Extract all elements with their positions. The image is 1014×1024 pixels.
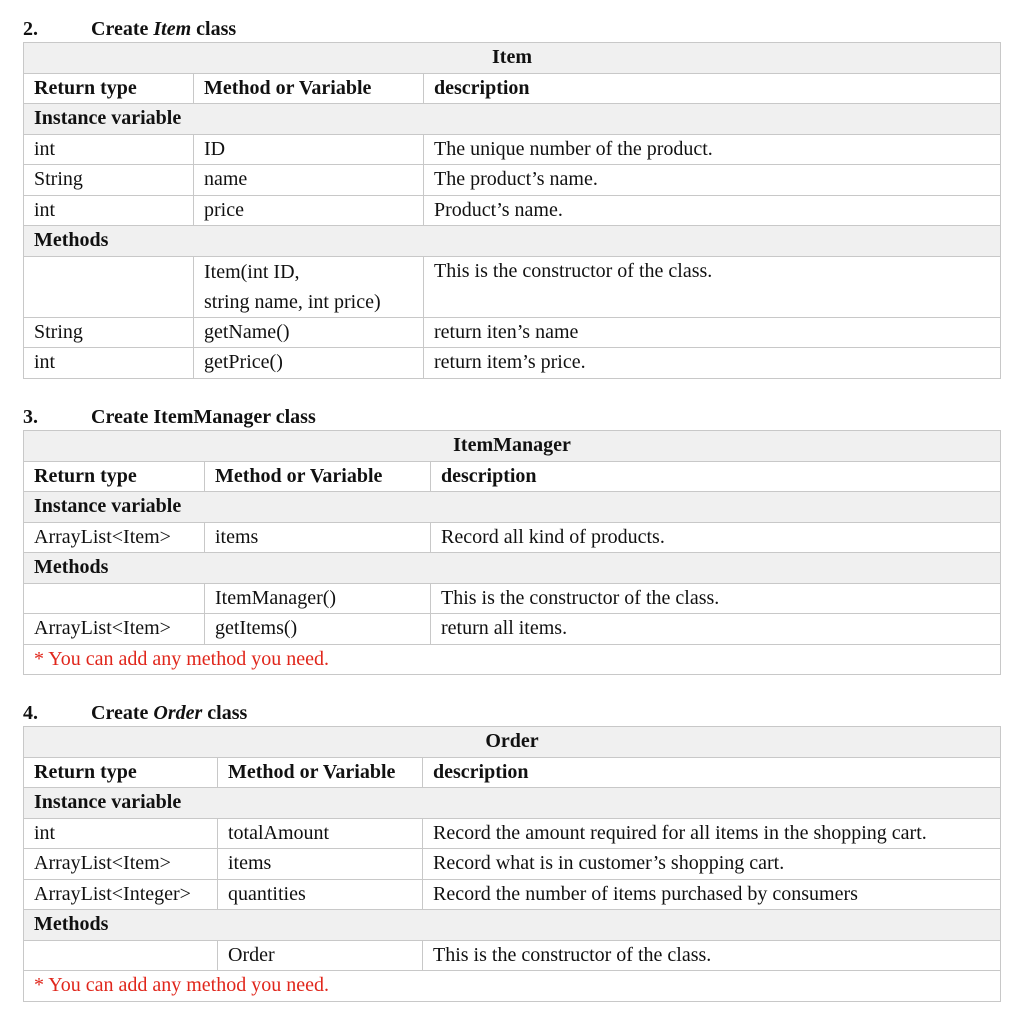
member-name-cell: ID [194,134,424,165]
section-item-manager [23,404,1000,675]
section-heading [23,404,1000,430]
member-name-cell: Order [218,940,423,971]
description-cell: This is the constructor of the class. [431,583,1001,614]
table-row [24,317,1001,348]
description-cell: This is the constructor of the class. [424,256,1001,317]
description-cell: Record the number of items purchased by consumers [423,879,1001,910]
table-header-row [24,73,1001,104]
description-cell: The product’s name. [424,165,1001,196]
class-table-order [23,726,1001,1002]
table-row [24,879,1001,910]
section-title: Create Item class [91,18,237,40]
table-caption: Item [24,43,1001,74]
class-name: Order [153,702,203,724]
column-header-description: description [423,757,1001,788]
section-heading [23,700,1000,726]
group-row-instance-variable [24,492,1001,523]
section-order [23,700,1000,1002]
table-row [24,818,1001,849]
column-header-description: description [431,461,1001,492]
member-name-cell: name [194,165,424,196]
table-caption-row [24,727,1001,758]
member-name-cell: totalAmount [218,818,423,849]
member-name-cell: getItems() [205,614,431,645]
description-cell: Record all kind of products. [431,522,1001,553]
column-header-return-type: Return type [24,757,218,788]
table-header-row [24,757,1001,788]
group-row-instance-variable [24,788,1001,819]
return-type-cell: int [24,134,194,165]
column-header-description: description [424,73,1001,104]
description-cell: Record the amount required for all items in the shopping cart. [423,818,1001,849]
class-name: Item [153,18,192,40]
table-caption: ItemManager [24,431,1001,462]
class-table-item [23,42,1001,379]
table-row [24,940,1001,971]
section-number: 3. [23,406,38,428]
member-name-cell: getPrice() [194,348,424,379]
return-type-cell: int [24,348,194,379]
section-number: 2. [23,18,38,40]
description-cell: This is the constructor of the class. [423,940,1001,971]
description-cell: Record what is in customer’s shopping cart. [423,849,1001,880]
member-name-line: string name, int price) [204,290,381,313]
return-type-cell [24,940,218,971]
note-row [24,644,1001,675]
table-header-row [24,461,1001,492]
section-title: Create Order class [91,702,248,724]
table-row [24,165,1001,196]
member-name-cell: items [218,849,423,880]
member-name-cell: price [194,195,424,226]
section-heading [23,16,1000,42]
table-row [24,522,1001,553]
member-name-cell: ItemManager() [205,583,431,614]
table-row [24,614,1001,645]
note-row [24,971,1001,1002]
group-label: Methods [24,553,1001,584]
return-type-cell: ArrayList<Item> [24,522,205,553]
group-row-methods [24,553,1001,584]
note-text: * You can add any method you need. [24,644,1001,675]
section-title: Create ItemManager class [91,406,316,428]
return-type-cell: ArrayList<Item> [24,849,218,880]
group-label: Instance variable [24,104,1001,135]
table-row [24,134,1001,165]
table-row [24,849,1001,880]
note-text: * You can add any method you need. [24,971,1001,1002]
table-row [24,583,1001,614]
group-row-methods [24,226,1001,257]
class-table-item-manager [23,430,1001,675]
member-name-cell [194,256,424,317]
return-type-cell: String [24,317,194,348]
member-name-line: Item(int ID, [204,260,300,283]
group-label: Instance variable [24,788,1001,819]
table-caption-row [24,431,1001,462]
table-caption: Order [24,727,1001,758]
member-name-cell: getName() [194,317,424,348]
return-type-cell: int [24,195,194,226]
description-cell: Product’s name. [424,195,1001,226]
description-cell: The unique number of the product. [424,134,1001,165]
group-label: Instance variable [24,492,1001,523]
column-header-method-or-variable: Method or Variable [194,73,424,104]
column-header-method-or-variable: Method or Variable [218,757,423,788]
column-header-return-type: Return type [24,73,194,104]
description-cell: return all items. [431,614,1001,645]
section-item [23,16,1000,379]
column-header-return-type: Return type [24,461,205,492]
group-row-methods [24,910,1001,941]
group-label: Methods [24,910,1001,941]
return-type-cell: ArrayList<Item> [24,614,205,645]
description-cell: return item’s price. [424,348,1001,379]
section-number: 4. [23,702,38,724]
return-type-cell [24,256,194,317]
return-type-cell: String [24,165,194,196]
column-header-method-or-variable: Method or Variable [205,461,431,492]
table-caption-row [24,43,1001,74]
table-row [24,256,1001,317]
table-row [24,195,1001,226]
description-cell: return iten’s name [424,317,1001,348]
group-label: Methods [24,226,1001,257]
return-type-cell: int [24,818,218,849]
member-name-cell: items [205,522,431,553]
table-row [24,348,1001,379]
member-name-cell: quantities [218,879,423,910]
group-row-instance-variable [24,104,1001,135]
return-type-cell: ArrayList<Integer> [24,879,218,910]
return-type-cell [24,583,205,614]
